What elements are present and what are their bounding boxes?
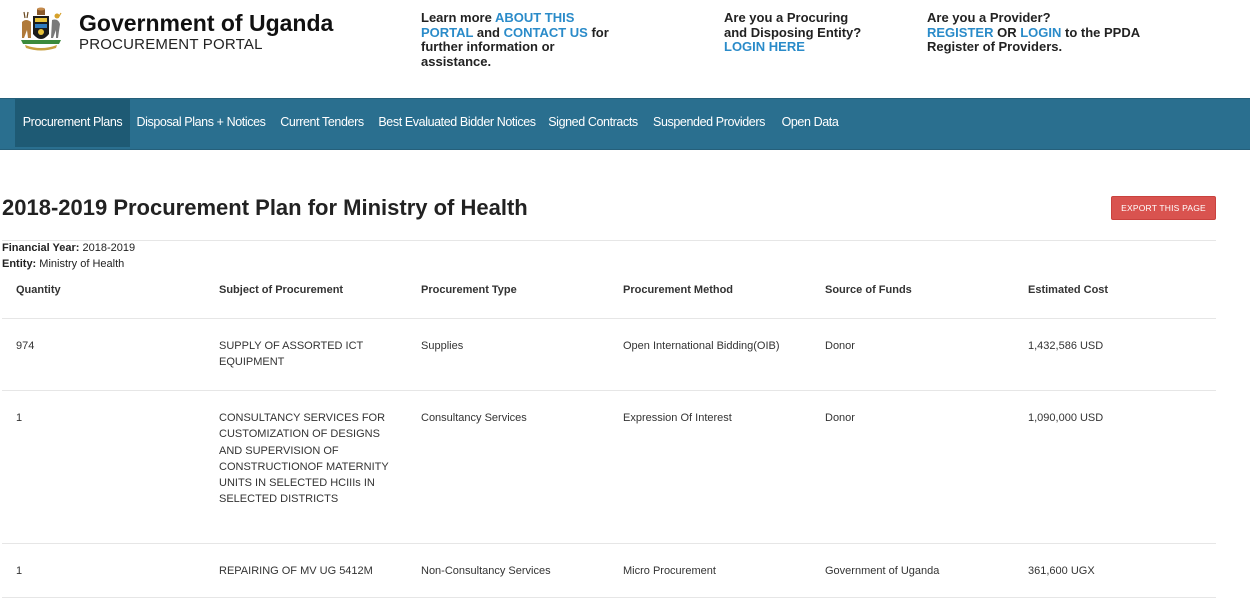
nav-best-evaluated-bidder-notices[interactable]: Best Evaluated Bidder Notices: [378, 115, 536, 129]
cell-subject: REPAIRING OF MV UG 5412M: [219, 565, 373, 577]
provider-suffix-text: to the PPDA Register of Providers.: [927, 24, 1140, 54]
column-header-type: Procurement Type: [421, 284, 517, 296]
cell-type: Non-Consultancy Services: [421, 565, 551, 577]
cell-quantity: 1: [16, 565, 23, 577]
about-mid-text: and: [473, 24, 504, 40]
cell-source: Government of Uganda: [825, 565, 940, 577]
heading-divider: [2, 240, 1216, 241]
contact-us-link[interactable]: CONTACT US: [503, 24, 588, 40]
row-divider: [2, 543, 1216, 544]
nav-suspended-providers[interactable]: Suspended Providers: [653, 115, 765, 129]
provider-question-text: Are you a Provider?: [927, 10, 1051, 25]
cell-subject: SUPPLY OF ASSORTED ICT EQUIPMENT: [219, 340, 364, 369]
register-link[interactable]: REGISTER: [927, 24, 994, 40]
provider-login-link[interactable]: LOGIN: [1020, 24, 1062, 40]
cell-source: Donor: [825, 412, 855, 424]
financial-year: [2, 242, 135, 254]
cell-source: Donor: [825, 340, 855, 352]
cell-subject: CONSULTANCY SERVICES FOR CUSTOMIZATION OF DESIGNS AND SUPERVISION OF CONSTRUCTIONOF MATERNITY UNITS IN SELECTED HCIIIs IN SELECTED DISTRICTS: [219, 412, 389, 506]
nav-current-tenders[interactable]: Current Tenders: [280, 115, 364, 129]
cell-cost: 1,090,000 USD: [1028, 412, 1104, 424]
site-subtitle: PROCUREMENT PORTAL: [79, 36, 263, 53]
row-divider: [2, 597, 1216, 598]
cell-quantity: 974: [16, 340, 35, 352]
main-navbar: [0, 98, 1250, 150]
column-header-cost: Estimated Cost: [1028, 284, 1109, 296]
provider-or-text: OR: [993, 24, 1021, 40]
entity: [2, 258, 124, 270]
header-info-provider: [927, 11, 1157, 55]
column-header-method: Procurement Method: [623, 284, 734, 296]
cell-type: Supplies: [421, 340, 464, 352]
nav-open-data[interactable]: Open Data: [781, 115, 839, 129]
column-header-source: Source of Funds: [825, 284, 912, 296]
cell-quantity: 1: [16, 412, 23, 424]
site-header: [0, 0, 1250, 98]
cell-method: Micro Procurement: [623, 565, 716, 577]
site-title[interactable]: Government of Uganda: [79, 10, 334, 36]
nav-signed-contracts[interactable]: Signed Contracts: [548, 115, 638, 129]
header-info-entity-login: [724, 11, 874, 55]
cell-cost: 361,600 UGX: [1028, 565, 1095, 577]
column-header-subject: Subject of Procurement: [219, 284, 344, 296]
row-divider: [2, 390, 1216, 391]
financial-year-value: 2018-2019: [79, 242, 136, 254]
cell-cost: 1,432,586 USD: [1028, 340, 1104, 352]
nav-procurement-plans[interactable]: Procurement Plans: [15, 99, 130, 147]
login-here-link[interactable]: LOGIN HERE: [724, 39, 805, 54]
row-divider: [2, 318, 1216, 319]
nav-disposal-plans-notices[interactable]: Disposal Plans + Notices: [136, 115, 266, 129]
about-suffix-text: for further information or assistance.: [421, 24, 609, 69]
entity-label: Entity:: [2, 258, 37, 270]
entity-question-text: Are you a Procuring and Disposing Entity?: [724, 10, 862, 40]
export-page-button[interactable]: EXPORT THIS PAGE: [1111, 196, 1216, 220]
cell-method: Expression Of Interest: [623, 412, 732, 424]
page-title: 2018-2019 Procurement Plan for Ministry of Health: [2, 195, 528, 220]
header-info-about: [421, 11, 621, 69]
cell-type: Consultancy Services: [421, 412, 527, 424]
cell-method: Open International Bidding(OIB): [623, 340, 780, 352]
financial-year-label: Financial Year:: [2, 242, 80, 254]
about-prefix-text: Learn more: [421, 10, 495, 25]
about-portal-link[interactable]: ABOUT THIS PORTAL: [421, 10, 575, 40]
uganda-coat-of-arms-logo[interactable]: [16, 4, 66, 54]
column-header-quantity: Quantity: [16, 284, 61, 296]
entity-value: Ministry of Health: [36, 258, 125, 270]
